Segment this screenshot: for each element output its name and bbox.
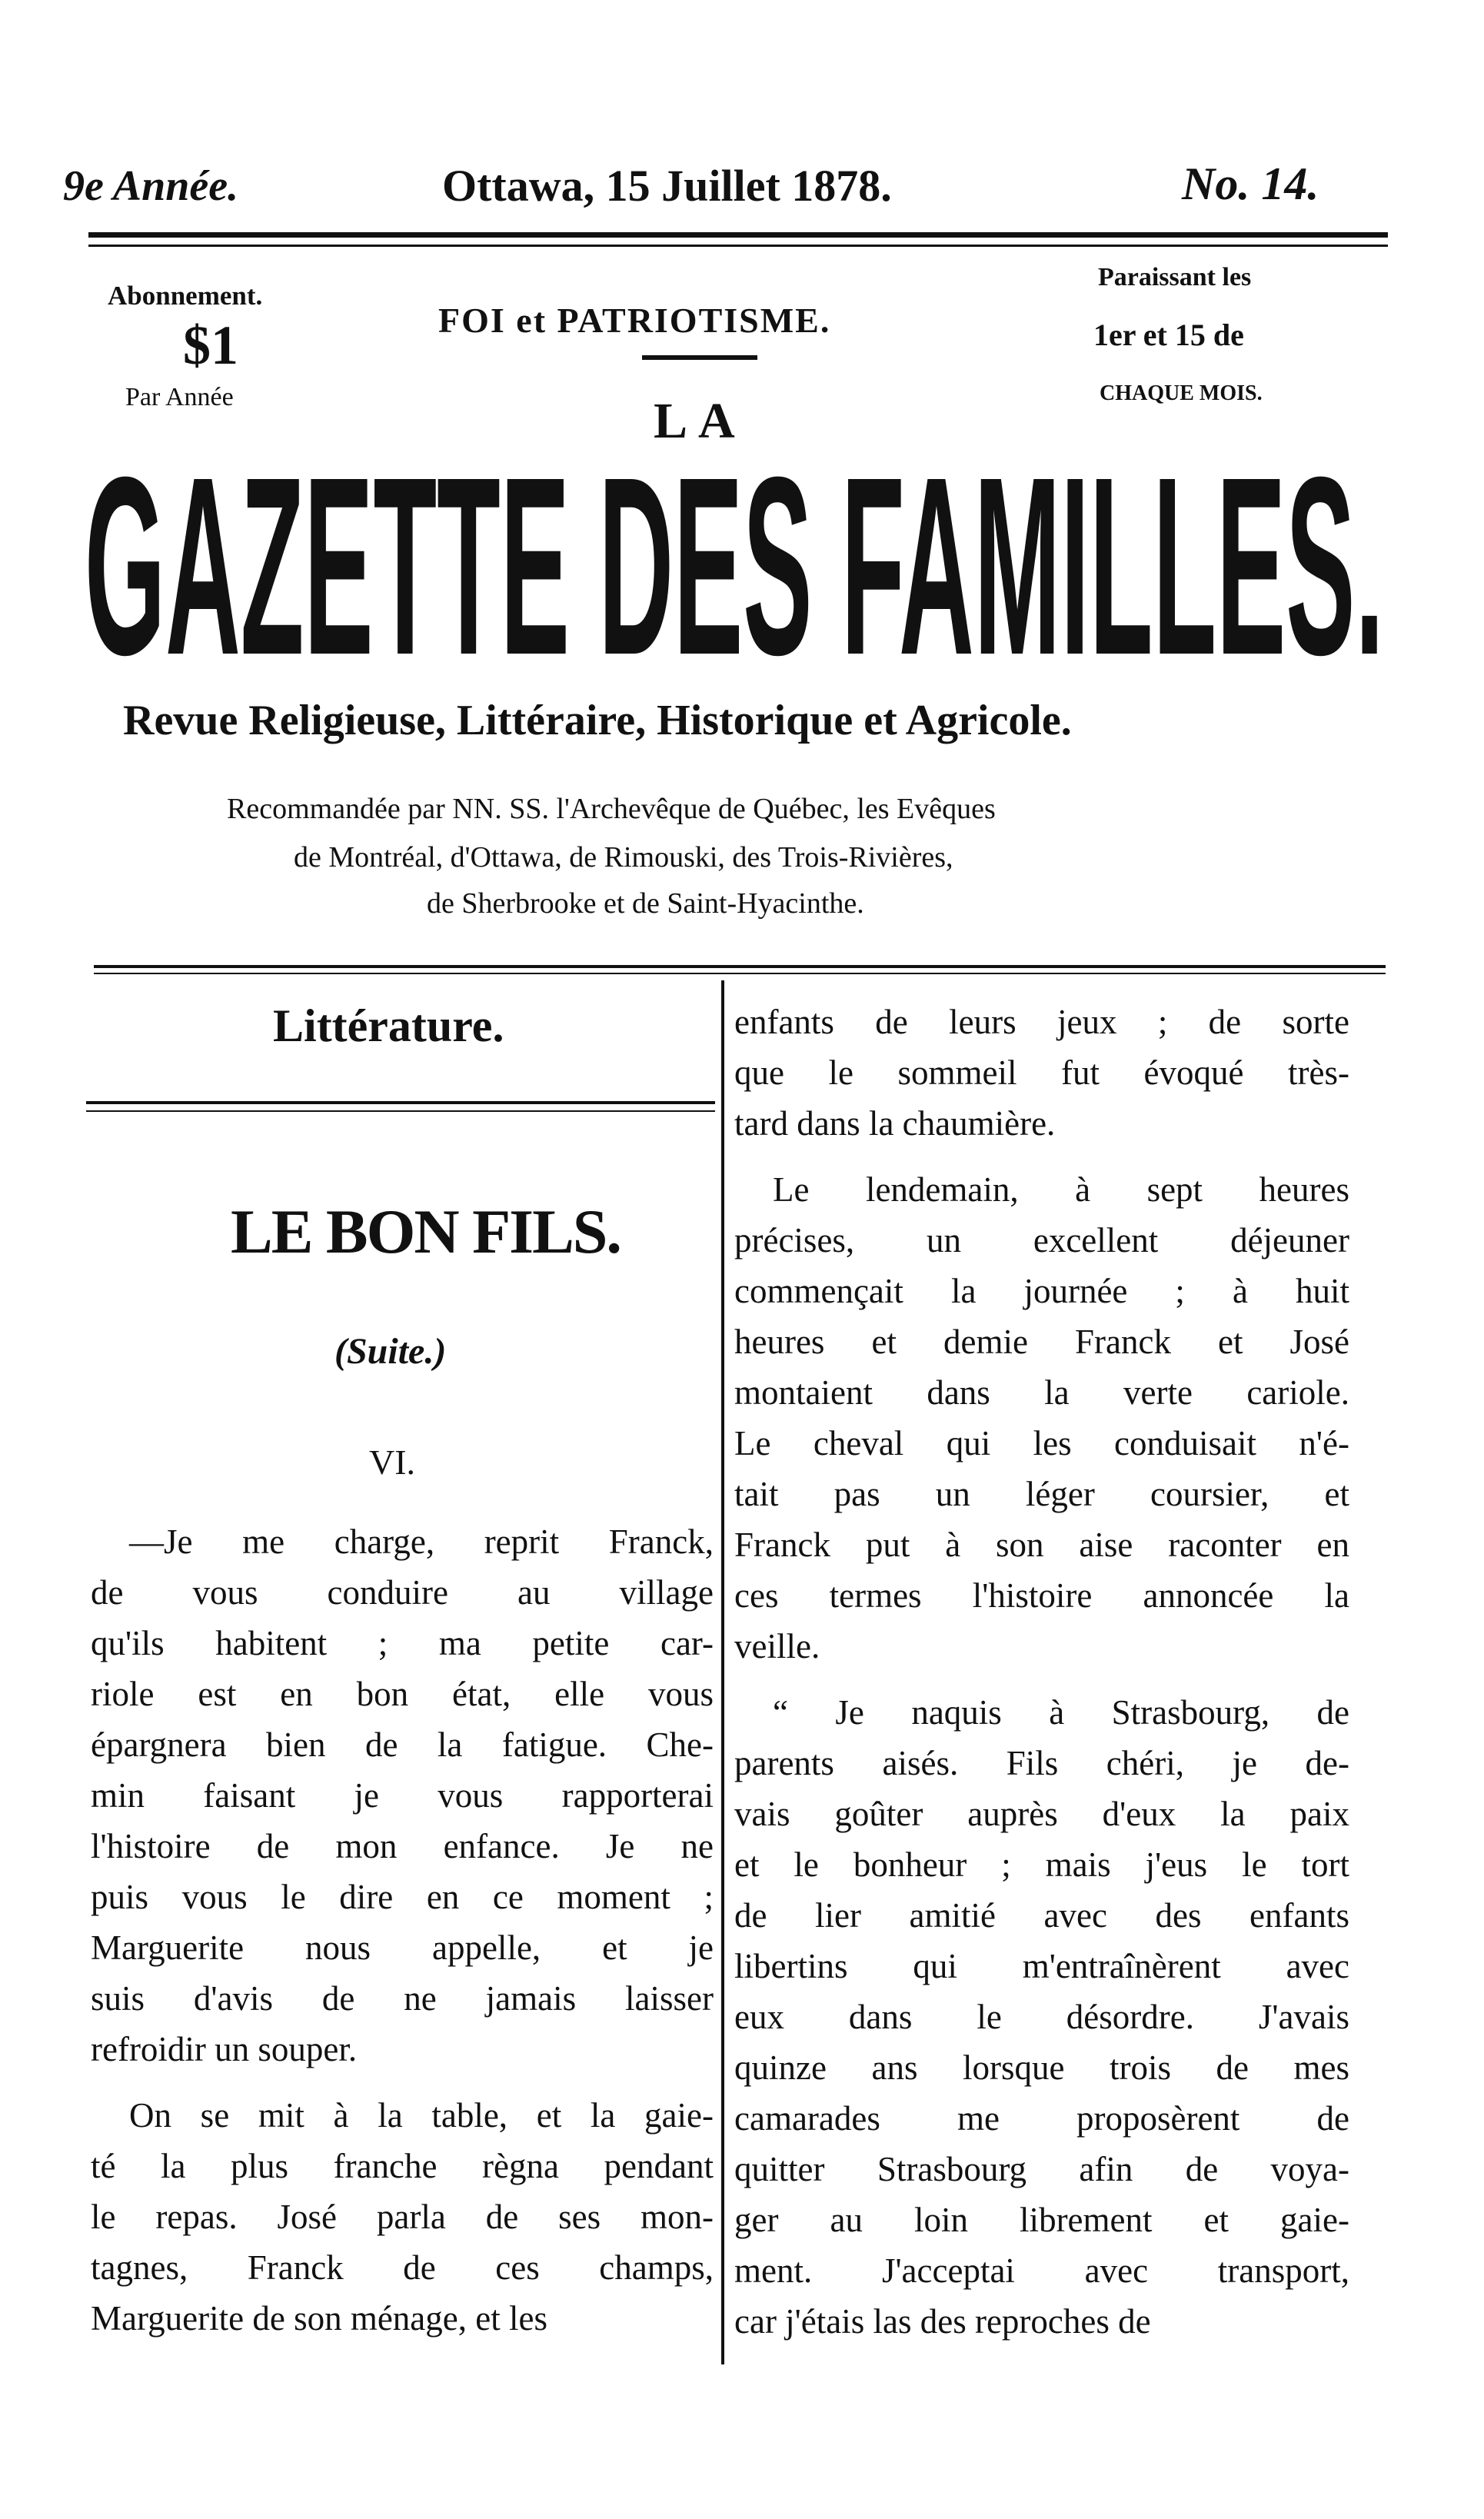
paragraph bbox=[734, 1164, 1349, 1672]
text-line: que le sommeil fut évoqué très- bbox=[734, 1053, 1349, 1092]
section-heading: Littérature. bbox=[273, 1000, 504, 1051]
header-rule-bottom bbox=[94, 965, 1386, 968]
text-line: tagnes, Franck de ces champs, bbox=[91, 2248, 714, 2287]
text-line: tard dans la chaumière. bbox=[734, 1104, 1056, 1143]
text-line: Marguerite de son ménage, et les bbox=[91, 2299, 547, 2338]
text-line: ger au loin librement et gaie- bbox=[734, 2201, 1349, 2239]
text-line: Le cheval qui les conduisait n'é- bbox=[734, 1424, 1349, 1462]
text-line: de lier amitié avec des enfants bbox=[734, 1896, 1349, 1935]
text-line: de vous conduire au village bbox=[91, 1573, 714, 1612]
text-line: veille. bbox=[734, 1627, 820, 1665]
text-line: quinze ans lorsque trois de mes bbox=[734, 2048, 1349, 2087]
text-line: camarades me proposèrent de bbox=[734, 2099, 1349, 2138]
text-line: montaient dans la verte cariole. bbox=[734, 1373, 1349, 1412]
issue-number: No. 14. bbox=[1182, 158, 1319, 209]
text-line: refroidir un souper. bbox=[91, 2030, 358, 2068]
motto: FOI et PATRIOTISME. bbox=[438, 301, 831, 340]
text-line: commençait la journée ; à huit bbox=[734, 1272, 1349, 1310]
text-line: libertins qui m'entraînèrent avec bbox=[734, 1947, 1349, 1985]
left-column-body bbox=[91, 1516, 714, 2344]
tagline: Revue Religieuse, Littéraire, Historique et Agricole. bbox=[123, 697, 1072, 744]
subscription-period: Par Année bbox=[125, 383, 234, 411]
text-line: vais goûter auprès d'eux la paix bbox=[734, 1795, 1349, 1833]
text-line: quitter Strasbourg afin de voya- bbox=[734, 2150, 1349, 2188]
recommendation-line-3: de Sherbrooke et de Saint-Hyacinthe. bbox=[427, 887, 864, 920]
issue-date: Ottawa, 15 Juillet 1878. bbox=[442, 161, 892, 211]
section-rule bbox=[86, 1101, 715, 1104]
text-line: Franck put à son aise raconter en bbox=[734, 1526, 1349, 1564]
masthead-rule-top-thin bbox=[88, 245, 1388, 247]
text-line: parents aisés. Fils chéri, je de- bbox=[734, 1744, 1349, 1782]
text-line: —Je me charge, reprit Franck, bbox=[129, 1522, 714, 1561]
header-rule-bottom-thin bbox=[94, 973, 1386, 974]
frequency-line-3: CHAQUE MOIS. bbox=[1100, 381, 1263, 405]
section-rule-thin bbox=[86, 1110, 715, 1112]
paragraph bbox=[734, 997, 1349, 1149]
text-line: té la plus franche règna pendant bbox=[91, 2147, 714, 2185]
text-line: On se mit à la table, et la gaie- bbox=[129, 2096, 714, 2135]
text-line: le repas. José parla de ses mon- bbox=[91, 2198, 714, 2236]
text-line: suis d'avis de ne jamais laisser bbox=[91, 1979, 714, 2018]
text-line: ment. J'acceptai avec transport, bbox=[734, 2251, 1349, 2290]
text-line: tait pas un léger coursier, et bbox=[734, 1475, 1349, 1513]
text-line: heures et demie Franck et José bbox=[734, 1323, 1349, 1361]
text-line: puis vous le dire en ce moment ; bbox=[91, 1878, 714, 1916]
subscription-price: $1 bbox=[183, 314, 238, 376]
recommendation-line-1: Recommandée par NN. SS. l'Archevêque de Québec, les Evêques bbox=[227, 793, 996, 825]
text-line: épargnera bien de la fatigue. Che- bbox=[91, 1725, 714, 1764]
issue-year: 9e Année. bbox=[63, 162, 239, 210]
text-line: l'histoire de mon enfance. Je ne bbox=[91, 1827, 714, 1865]
title-article: LA bbox=[654, 393, 746, 449]
text-line: et le bonheur ; mais j'eus le tort bbox=[734, 1845, 1349, 1884]
paragraph bbox=[734, 1687, 1349, 2347]
recommendation-line-2: de Montréal, d'Ottawa, de Rimouski, des Trois-Rivières, bbox=[294, 841, 953, 873]
text-line: Le lendemain, à sept heures bbox=[773, 1170, 1349, 1209]
frequency-line-2: 1er et 15 de bbox=[1093, 318, 1244, 352]
frequency-line-1: Paraissant les bbox=[1098, 263, 1252, 291]
text-line: Marguerite nous appelle, et je bbox=[91, 1928, 714, 1967]
subscription-label: Abonnement. bbox=[108, 281, 263, 311]
text-line: enfants de leurs jeux ; de sorte bbox=[734, 1003, 1349, 1041]
text-line: car j'étais las des reproches de bbox=[734, 2302, 1151, 2341]
newspaper-title bbox=[85, 438, 1399, 669]
story-title: LE BON FILS. bbox=[231, 1196, 621, 1266]
story-suite: (Suite.) bbox=[334, 1331, 447, 1372]
text-line: min faisant je vous rapporterai bbox=[91, 1776, 714, 1815]
text-line: “ Je naquis à Strasbourg, de bbox=[773, 1693, 1349, 1732]
text-line: ces termes l'histoire annoncée la bbox=[734, 1576, 1349, 1615]
text-line: eux dans le désordre. J'avais bbox=[734, 1998, 1349, 2036]
paragraph bbox=[91, 2090, 714, 2344]
text-line: qu'ils habitent ; ma petite car- bbox=[91, 1624, 714, 1662]
text-line: riole est en bon état, elle vous bbox=[91, 1675, 714, 1713]
motto-ornament bbox=[642, 355, 757, 360]
column-divider bbox=[721, 980, 724, 2364]
masthead-rule-top bbox=[88, 232, 1388, 238]
newspaper-title-text: GAZETTE DES FAMILLES. bbox=[85, 438, 1384, 669]
text-line: précises, un excellent déjeuner bbox=[734, 1221, 1349, 1260]
right-column-body bbox=[734, 997, 1349, 2347]
paragraph bbox=[91, 1516, 714, 2075]
story-chapter: VI. bbox=[369, 1443, 416, 1482]
